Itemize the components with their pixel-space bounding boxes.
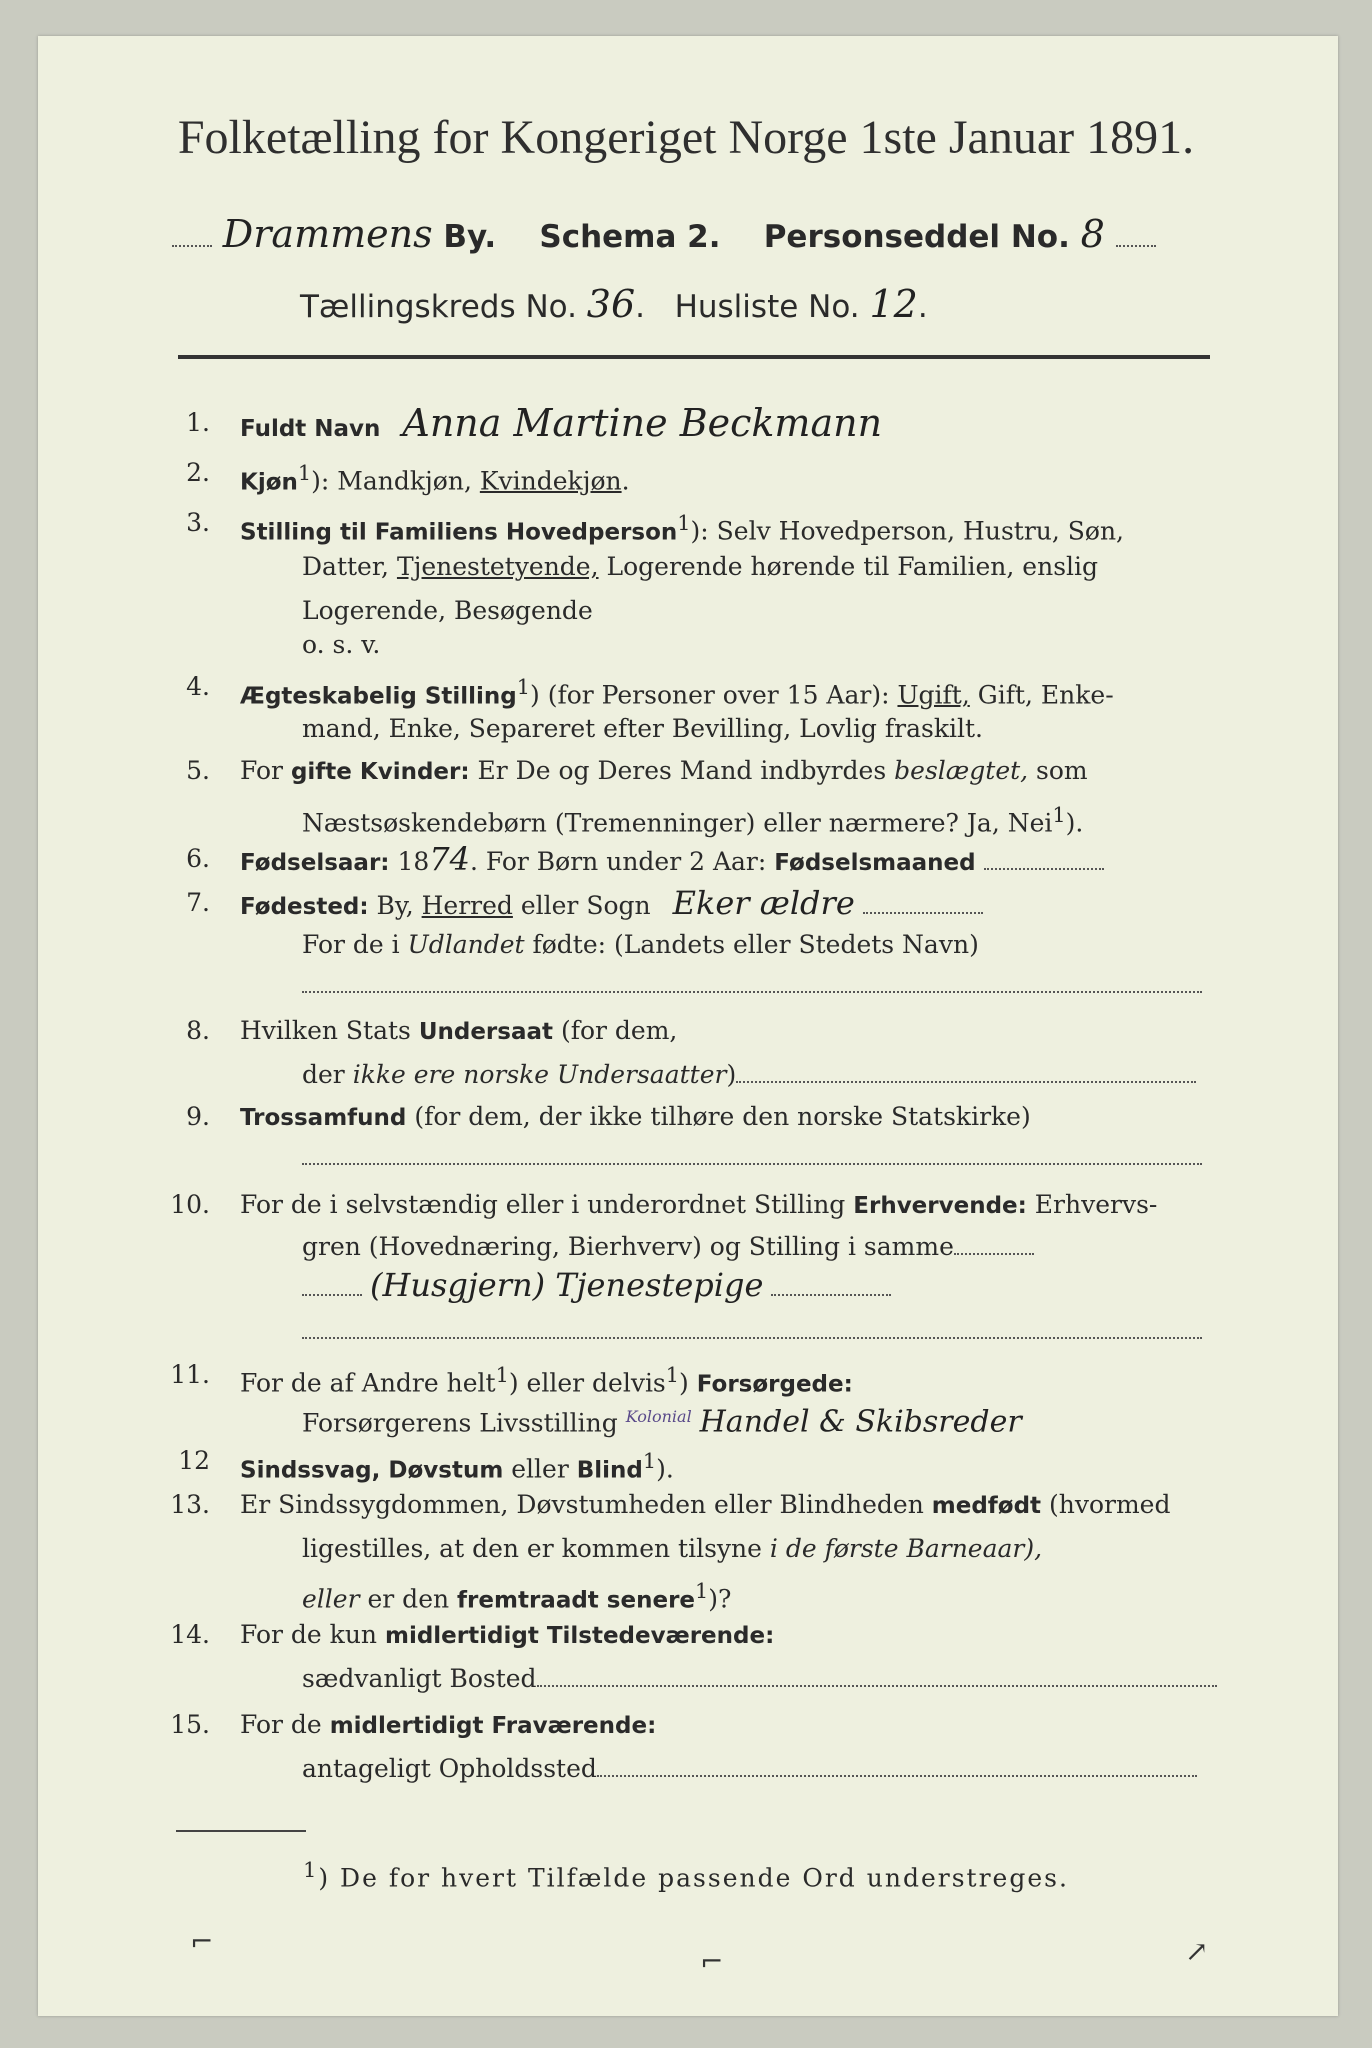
q11-label: Forsørgede: <box>696 1371 853 1398</box>
q5-italic: beslægtet, <box>894 756 1029 785</box>
q12-label: Sindssvag, Døvstum <box>240 1457 504 1484</box>
q8-text-c: der <box>302 1060 353 1089</box>
q12-number: 12 <box>178 1446 210 1475</box>
husliste-number: 12 <box>869 282 918 326</box>
q5-text-d: Næstsøskendebørn (Tremenninger) eller nærmere? Ja, Nei <box>302 808 1053 838</box>
q7-number: 7. <box>186 888 210 917</box>
q13-text-d: er den <box>359 1584 458 1614</box>
q3-number: 3. <box>186 508 210 537</box>
q4-text-b: Gift, Enke- <box>969 680 1114 710</box>
corner-mark-left-icon: ⌐ <box>190 1925 214 1958</box>
q8-number: 8. <box>186 1016 210 1045</box>
kreds-number: 36 <box>586 282 636 326</box>
kreds-label: Tællingskreds No. <box>300 289 577 325</box>
footnote-rule <box>176 1830 306 1832</box>
q8-italic: ikke ere norske Undersaatter <box>352 1060 727 1089</box>
q4-label: Ægteskabelig Stilling <box>240 683 517 710</box>
footnote-sup: 1 <box>303 1858 319 1882</box>
personseddel-label: Personseddel No. <box>763 219 1070 255</box>
q13-number: 13. <box>170 1490 210 1519</box>
q1-name-answer: Anna Martine Beckmann <box>402 401 883 445</box>
q7-text-b: eller Sogn <box>512 891 651 920</box>
q5-text-a: For <box>240 756 291 785</box>
q3-text-e: o. s. v. <box>302 630 381 659</box>
q5-number: 5. <box>186 756 210 785</box>
q10-label: Erhvervende: <box>853 1193 1027 1219</box>
q10-text-c: gren (Hovednæring, Bierhverv) og Stilling i samme <box>302 1232 954 1261</box>
q6-century: 18 <box>397 847 430 876</box>
q13-label: medfødt <box>931 1493 1042 1519</box>
q9-label: Trossamfund <box>240 1105 407 1131</box>
q7-text-a: By, <box>368 891 422 920</box>
q7-text-c: For de i <box>302 930 408 959</box>
footnote-text: ) De for hvert Tilfælde passende Ord understreges. <box>318 1863 1069 1893</box>
schema-label: Schema 2. <box>539 219 721 255</box>
q2-sup: 1 <box>297 461 312 485</box>
q6-year-answer: 74 <box>429 840 470 878</box>
q14-label: midlertidigt Tilstedeværende: <box>384 1623 775 1649</box>
q7-underlined: Herred <box>421 891 513 920</box>
q7-italic: Udlandet <box>407 930 525 959</box>
header-rule <box>178 355 1210 359</box>
q2-number: 2. <box>186 458 210 487</box>
q11-sup-1: 1 <box>495 1363 509 1387</box>
q1-number: 1. <box>186 408 210 437</box>
q10-occupation-answer: (Husgjern) Tjenestepige <box>369 1266 764 1304</box>
q8-text-b: (for dem, <box>553 1016 678 1045</box>
by-label: By. <box>443 219 497 255</box>
city-handwritten: Drammens <box>222 212 433 256</box>
q2-end: . <box>621 466 630 496</box>
q5-label: gifte Kvinder: <box>290 759 470 785</box>
q14-text-b: sædvanligt Bosted <box>302 1664 537 1693</box>
q7-text-d: fødte: (Landets eller Stedets Navn) <box>524 930 979 959</box>
q12-text-b: ). <box>656 1454 674 1484</box>
q15-number: 15. <box>170 1710 210 1739</box>
q5-sup: 1 <box>1052 803 1066 827</box>
q6-label: Fødselsaar: <box>240 850 390 876</box>
q9-number: 9. <box>186 1102 210 1131</box>
q8-text-d: ) <box>726 1060 737 1089</box>
q3-text-b: Datter, <box>302 552 397 581</box>
q4-number: 4. <box>186 672 210 701</box>
q4-text-a: ) (for Personer over 15 Aar): <box>530 680 898 710</box>
q1-label: Fuldt Navn <box>240 416 381 442</box>
q14-number: 14. <box>170 1620 210 1649</box>
q11-provider-answer: Handel & Skibsreder <box>699 1404 1022 1440</box>
corner-mark-right-icon: ↗ <box>1185 1935 1209 1968</box>
q2-label: Kjøn <box>240 469 298 496</box>
q11-text-b: ) eller delvis <box>508 1368 666 1398</box>
header-line-kreds: Tællingskreds No. 36. Husliste No. 12. <box>300 282 928 326</box>
q7-birthplace-answer: Eker ældre <box>672 884 855 922</box>
husliste-label: Husliste No. <box>674 289 860 325</box>
q3-text-d: Logerende, Besøgende <box>302 596 593 625</box>
q5-text-c: som <box>1028 756 1088 785</box>
q11-text-c: ) <box>679 1368 697 1398</box>
q13-sup: 1 <box>695 1579 709 1603</box>
q5-text-e: ). <box>1065 808 1084 838</box>
q2-underlined: Kvindekjøn <box>479 466 622 496</box>
q11-inserted-word: Kolonial <box>625 1407 692 1426</box>
q3-underlined: Tjenestetyende, <box>396 552 599 581</box>
q13-text-b: (hvormed <box>1041 1490 1171 1519</box>
q5-text-b: Er De og Deres Mand indbyrdes <box>469 756 895 785</box>
q10-number: 10. <box>170 1190 210 1219</box>
form-title: Folketælling for Kongeriget Norge 1ste Januar 1891. <box>177 111 1195 164</box>
q4-underlined: Ugift, <box>897 680 970 710</box>
q6-number: 6. <box>186 844 210 873</box>
header-line-city <box>172 212 1208 256</box>
q15-text-b: antageligt Opholdssted <box>302 1754 597 1783</box>
q10-text-a: For de i selvstændig eller i underordnet Stilling <box>240 1190 854 1219</box>
q11-sup-2: 1 <box>665 1363 680 1387</box>
q15-text-a: For de <box>240 1710 330 1739</box>
q3-text-c: Logerende hørende til Familien, enslig <box>598 552 1099 581</box>
q2-text: ): Mandkjøn, <box>311 466 480 496</box>
q12-text-a: eller <box>503 1454 577 1484</box>
q10-text-b: Erhvervs- <box>1026 1190 1158 1219</box>
q11-text-d: Forsørgerens Livsstilling <box>302 1408 618 1438</box>
center-mark-icon: ⌐ <box>700 1945 724 1978</box>
q13-text-c: ligestilles, at den er kommen tilsyne <box>302 1534 770 1563</box>
q13-label-2: fremtraadt senere <box>457 1587 696 1614</box>
q8-text-a: Hvilken Stats <box>240 1016 419 1045</box>
q9-text-a: (for dem, der ikke tilhøre den norske Statskirke) <box>406 1102 1031 1131</box>
q6-label-2: Fødselsmaaned <box>774 850 976 876</box>
q3-label: Stilling til Familiens Hovedperson <box>240 519 678 546</box>
q13-text-a: Er Sindssygdommen, Døvstumheden eller Blindheden <box>240 1490 932 1519</box>
personseddel-number: 8 <box>1080 212 1105 256</box>
q11-text-a: For de af Andre helt <box>240 1368 496 1398</box>
q6-text-a: . For Børn under 2 Aar: <box>469 847 775 876</box>
footnote <box>0 1858 1372 1892</box>
q4-text-c: mand, Enke, Separeret efter Bevilling, Lovlig fraskilt. <box>302 714 983 743</box>
q13-italic-2: eller <box>302 1584 360 1614</box>
q3-text-a: ): Selv Hovedperson, Hustru, Søn, <box>690 516 1124 546</box>
q7-label: Fødested: <box>240 894 369 920</box>
q13-italic: i de første Barneaar), <box>769 1534 1043 1563</box>
q3-sup: 1 <box>677 511 691 535</box>
q4-sup: 1 <box>516 675 531 699</box>
q11-number: 11. <box>170 1360 210 1389</box>
q12-label-2: Blind <box>576 1457 643 1484</box>
q8-label: Undersaat <box>418 1019 553 1045</box>
q15-label: midlertidigt Fraværende: <box>329 1713 657 1739</box>
q13-text-e: )? <box>708 1584 732 1614</box>
q14-text-a: For de kun <box>240 1620 385 1649</box>
q12-sup: 1 <box>642 1449 657 1473</box>
